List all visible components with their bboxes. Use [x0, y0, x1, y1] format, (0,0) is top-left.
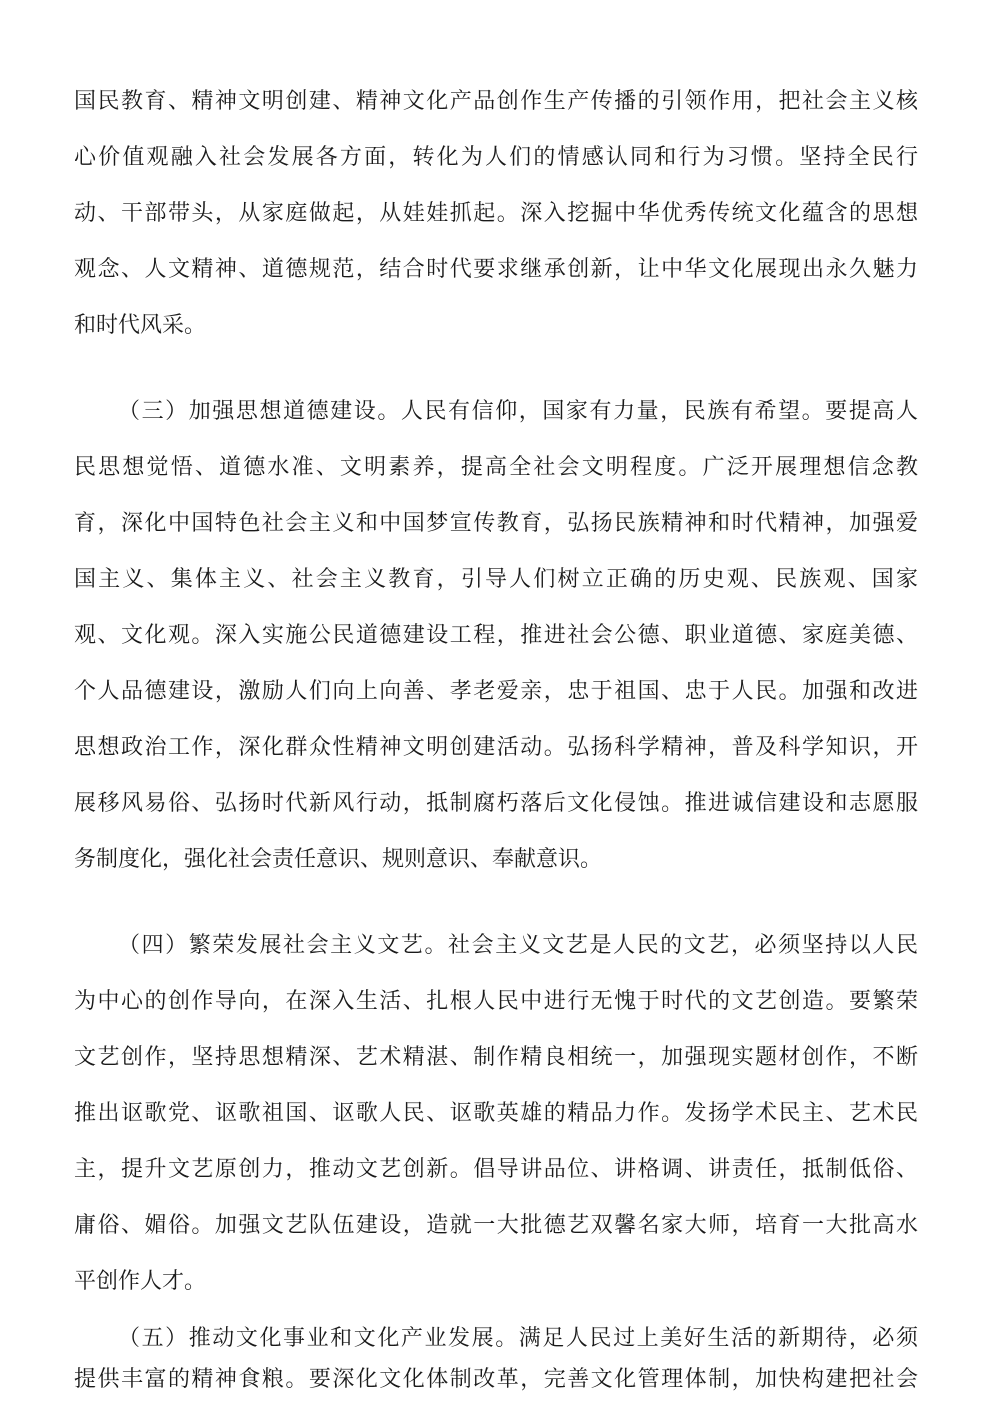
- text-line: 庸俗、媚俗。加强文艺队伍建设，造就一大批德艺双馨名家大师，培育一大批高水: [74, 1213, 918, 1238]
- section-heading-5: （五）推动文化事业和文化产业发展。满足人民过上美好生活的新期待，必须: [118, 1326, 918, 1351]
- text-line: 观、文化观。深入实施公民道德建设工程，推进社会公德、职业道德、家庭美德、: [74, 623, 918, 648]
- text-line: 思想政治工作，深化群众性精神文明创建活动。弘扬科学精神，普及科学知识，开: [74, 735, 918, 760]
- text-line: 文艺创作，坚持思想精深、艺术精湛、制作精良相统一，加强现实题材创作，不断: [74, 1045, 918, 1070]
- text-line: 务制度化，强化社会责任意识、规则意识、奉献意识。: [74, 847, 603, 872]
- text-line: 主，提升文艺原创力，推动文艺创新。倡导讲品位、讲格调、讲责任，抵制低俗、: [74, 1157, 918, 1182]
- text-line: 平创作人才。: [74, 1269, 207, 1294]
- text-line: 国主义、集体主义、社会主义教育，引导人们树立正确的历史观、民族观、国家: [74, 567, 918, 592]
- section-heading-3: （三）加强思想道德建设。人民有信仰，国家有力量，民族有希望。要提高人: [118, 399, 918, 424]
- section-heading-4: （四）繁荣发展社会主义文艺。社会主义文艺是人民的文艺，必须坚持以人民: [118, 933, 918, 958]
- text-line: 动、干部带头，从家庭做起，从娃娃抓起。深入挖掘中华优秀传统文化蕴含的思想: [74, 201, 918, 226]
- text-line: 民思想觉悟、道德水准、文明素养，提高全社会文明程度。广泛开展理想信念教: [74, 455, 918, 480]
- text-line: 个人品德建设，激励人们向上向善、孝老爱亲，忠于祖国、忠于人民。加强和改进: [74, 679, 918, 704]
- text-line: 展移风易俗、弘扬时代新风行动，抵制腐朽落后文化侵蚀。推进诚信建设和志愿服: [74, 791, 918, 816]
- text-line: 育，深化中国特色社会主义和中国梦宣传教育，弘扬民族精神和时代精神，加强爱: [74, 511, 918, 536]
- text-line: 心价值观融入社会发展各方面，转化为人们的情感认同和行为习惯。坚持全民行: [74, 145, 918, 170]
- text-line: 为中心的创作导向，在深入生活、扎根人民中进行无愧于时代的文艺创造。要繁荣: [74, 989, 918, 1014]
- text-line: 提供丰富的精神食粮。要深化文化体制改革，完善文化管理体制，加快构建把社会: [74, 1367, 918, 1392]
- text-line: 观念、人文精神、道德规范，结合时代要求继承创新，让中华文化展现出永久魅力: [74, 257, 918, 282]
- text-line: 推出讴歌党、讴歌祖国、讴歌人民、讴歌英雄的精品力作。发扬学术民主、艺术民: [74, 1101, 918, 1126]
- text-line: 和时代风采。: [74, 313, 207, 338]
- text-line: 国民教育、精神文明创建、精神文化产品创作生产传播的引领作用，把社会主义核: [74, 89, 918, 114]
